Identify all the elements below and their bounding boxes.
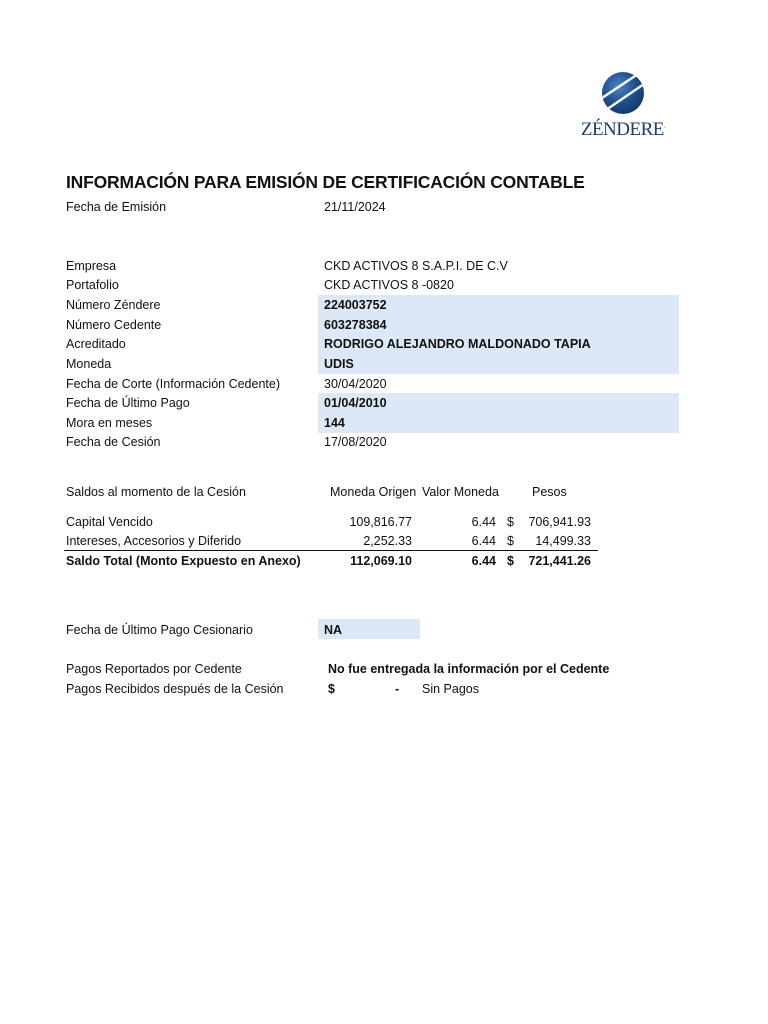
zendere-wordmark (580, 119, 666, 141)
fecha-emision-label: Fecha de Emisión (66, 200, 167, 214)
ultimo-pago-cesionario-value: NA (324, 623, 343, 637)
fecha-ultimo-pago-value: 01/04/2010 (324, 396, 387, 410)
saldo-total-pesos: 721,441.26 (528, 554, 591, 568)
capital-vencido-valor: 6.44 (471, 515, 496, 529)
fecha-ultimo-pago-label: Fecha de Último Pago (66, 396, 190, 410)
pagos-recibidos-amount: - (395, 682, 400, 696)
fecha-emision-value: 21/11/2024 (324, 200, 386, 214)
mora-meses-label: Mora en meses (66, 416, 153, 430)
capital-vencido-label: Capital Vencido (66, 515, 153, 529)
mora-meses-value: 144 (324, 416, 345, 430)
empresa-value: CKD ACTIVOS 8 S.A.P.I. DE C.V (324, 259, 508, 273)
ultimo-pago-cesionario-label: Fecha de Último Pago Cesionario (66, 623, 253, 637)
col-pesos-header: Pesos (532, 485, 567, 499)
numero-zendere-label: Número Zéndere (66, 298, 161, 312)
empresa-label: Empresa (66, 259, 117, 273)
portafolio-value: CKD ACTIVOS 8 -0820 (324, 278, 454, 292)
total-divider (64, 550, 598, 551)
col-valor-moneda-header: Valor Moneda (422, 485, 499, 499)
brand-mark: . (663, 121, 666, 130)
acreditado-label: Acreditado (66, 337, 126, 351)
numero-cedente-label: Número Cedente (66, 318, 162, 332)
brand-name: ZÉNDERE (580, 119, 664, 140)
fecha-corte-value: 30/04/2020 (324, 377, 387, 391)
capital-vencido-pesos: 706,941.93 (528, 515, 591, 529)
zendere-globe-icon (580, 68, 666, 120)
moneda-value: UDIS (324, 357, 354, 371)
intereses-currency: $ (507, 534, 514, 548)
pagos-recibidos-note: Sin Pagos (422, 682, 479, 696)
pagos-recibidos-currency: $ (328, 682, 335, 696)
page-title: INFORMACIÓN PARA EMISIÓN DE CERTIFICACIÓN CONTABLE (66, 172, 585, 192)
moneda-label: Moneda (66, 357, 112, 371)
pagos-recibidos-label: Pagos Recibidos después de la Cesión (66, 682, 284, 696)
fecha-cesion-label: Fecha de Cesión (66, 435, 161, 449)
saldo-total-valor: 6.44 (471, 554, 496, 568)
saldos-header-label: Saldos al momento de la Cesión (66, 485, 246, 499)
intereses-origen: 2,252.33 (363, 534, 412, 548)
saldo-total-currency: $ (507, 554, 514, 568)
pagos-reportados-value: No fue entregada la información por el Cedente (328, 662, 610, 676)
numero-zendere-value: 224003752 (324, 298, 387, 312)
numero-cedente-value: 603278384 (324, 318, 387, 332)
fecha-corte-label: Fecha de Corte (Información Cedente) (66, 377, 280, 391)
acreditado-value: RODRIGO ALEJANDRO MALDONADO TAPIA (324, 337, 591, 351)
fecha-cesion-value: 17/08/2020 (324, 435, 387, 449)
saldo-total-label: Saldo Total (Monto Expuesto en Anexo) (66, 554, 301, 568)
intereses-pesos: 14,499.33 (535, 534, 591, 548)
saldo-total-origen: 112,069.10 (350, 554, 412, 568)
col-moneda-origen-header: Moneda Origen (330, 485, 417, 499)
pagos-reportados-label: Pagos Reportados por Cedente (66, 662, 242, 676)
portafolio-label: Portafolio (66, 278, 119, 292)
capital-vencido-currency: $ (507, 515, 514, 529)
capital-vencido-origen: 109,816.77 (349, 515, 412, 529)
zendere-logo (580, 68, 666, 144)
intereses-label: Intereses, Accesorios y Diferido (66, 534, 242, 548)
intereses-valor: 6.44 (471, 534, 496, 548)
